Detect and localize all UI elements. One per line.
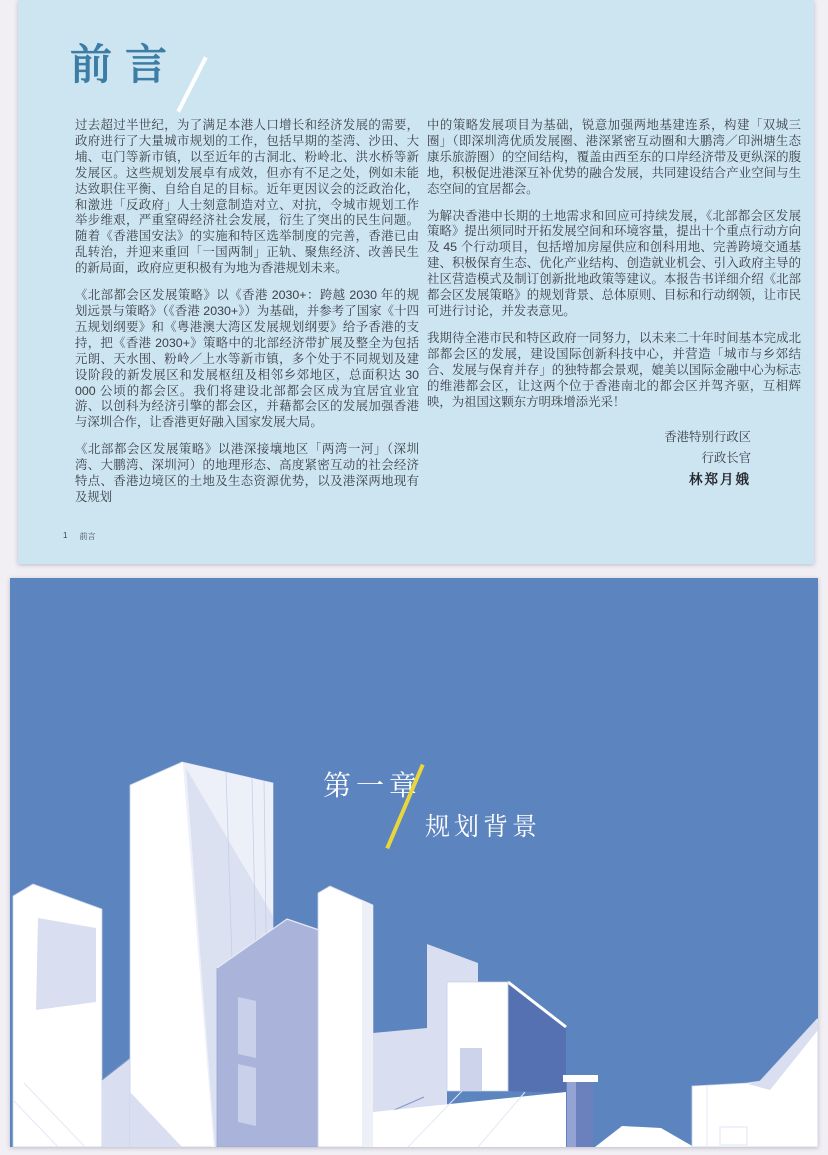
- paragraph: 中的策略发展项目为基础，锐意加强两地基建连系，构建「双城三圈」（即深圳湾优质发展圈、港深紧密互动圈和大鹏湾／印洲塘生态康乐旅游圈）的空间结构，覆盖由西至东的口岸经济带及更纵深的腹地，积极促进港深互补优势的融合发展，共同建设结合产业空间与生态空间的宜居都会。: [427, 118, 801, 196]
- footer-section-label: 前言: [79, 532, 96, 541]
- signature-name: 林郑月娥: [689, 472, 751, 488]
- chapter-title: 规划背景: [425, 813, 542, 841]
- chapter-number: 第一章: [323, 770, 423, 801]
- paragraph: 《北部都会区发展策略》以港深接壤地区「两湾一河」（深圳湾、大鹏湾、深圳河）的地理形态、高度紧密互动的社会经济特点、香港边境区的土地及生态资源优势，以及港深两地现有及规划: [75, 442, 419, 504]
- preface-text-columns: [75, 118, 801, 517]
- paragraph: 为解决香港中长期的土地需求和回应可持续发展，《北部都会区发展策略》提出须同时开拓发展空间和环境容量，提出十个重点行动方向及 45 个行动项目，包括增加房屋供应和创科用地、完善跨境交通基建、积极保育生态、优化产业结构、创造就业机会、引入政府主导的社区营造模式及制订创新批地政策等建议。本报告书详细介绍《北部都会区发展策略》的规划背景、总体原则、目标和行动纲领，让市民可进行讨论，并发表意见。: [427, 208, 801, 318]
- paragraph: 过去超过半世纪，为了满足本港人口增长和经济发展的需要，政府进行了大量城市规划的工作，包括早期的荃湾、沙田、大埔、屯门等新市镇，以至近年的古洞北、粉岭北、洪水桥等新发展区。这些规划发展卓有成效，但亦有不足之处，例如未能达致职住平衡、自给自足的目标。近年更因议会的泛政治化，和激进「反政府」人士刻意制造对立、对抗，令城市规划工作举步维艰，严重窒碍经济社会发展，衍生了突出的民生问题。随着《香港国安法》的实施和特区选举制度的完善，香港已由乱转治，并迎来重回「一国两制」正轨、聚焦经济、改善民生的新局面，政府应更积极有为地为香港规划未来。: [75, 118, 419, 276]
- signature-region: 香港特别行政区: [664, 430, 751, 445]
- document-page-preface: [18, 0, 814, 564]
- signature-block: [427, 427, 801, 490]
- text-column-left: [75, 118, 419, 517]
- document-page-chapter-divider: [10, 578, 818, 1147]
- paragraph: 《北部都会区发展策略》以《香港 2030+：跨越 2030 年的规划远景与策略》（《香港 2030+》）为基础，并参考了国家《十四五规划纲要》和《粤港澳大湾区发展规划纲要》给予香港的支持，把《香港 2030+》策略中的北部经济带扩展及整全为包括元朗、天水围、粉岭／上水等新市镇，多个处于不同规划及建设阶段的新发展区和发展枢纽及相邻乡郊地区，总面积达 30 000 公顷的都会区。我们将建设北部都会区成为宜居宜业宜游、以创科为经济引擎的都会区，并藉都会区的发展加强香港与深圳合作，让香港更好融入国家发展大局。: [75, 288, 419, 430]
- page-footer: [63, 531, 95, 542]
- title-slash-mark: [176, 56, 207, 112]
- signature-office: 行政长官: [701, 451, 751, 466]
- page-title: 前言: [70, 41, 181, 88]
- paragraph: 我期待全港市民和特区政府一同努力，以未来二十年时间基本完成北部都会区的发展，建设国际创新科技中心，并营造「城市与乡郊结合、发展与保育并存」的独特都会景观，媲美以国际金融中心为标志的维港都会区，让这两个位于香港南北的都会区并驾齐驱，互相辉映，为祖国这颗东方明珠增添光采！: [427, 330, 801, 409]
- skyline-illustration: [10, 578, 818, 1147]
- page-number: 1: [63, 531, 68, 540]
- text-column-right: [427, 118, 801, 517]
